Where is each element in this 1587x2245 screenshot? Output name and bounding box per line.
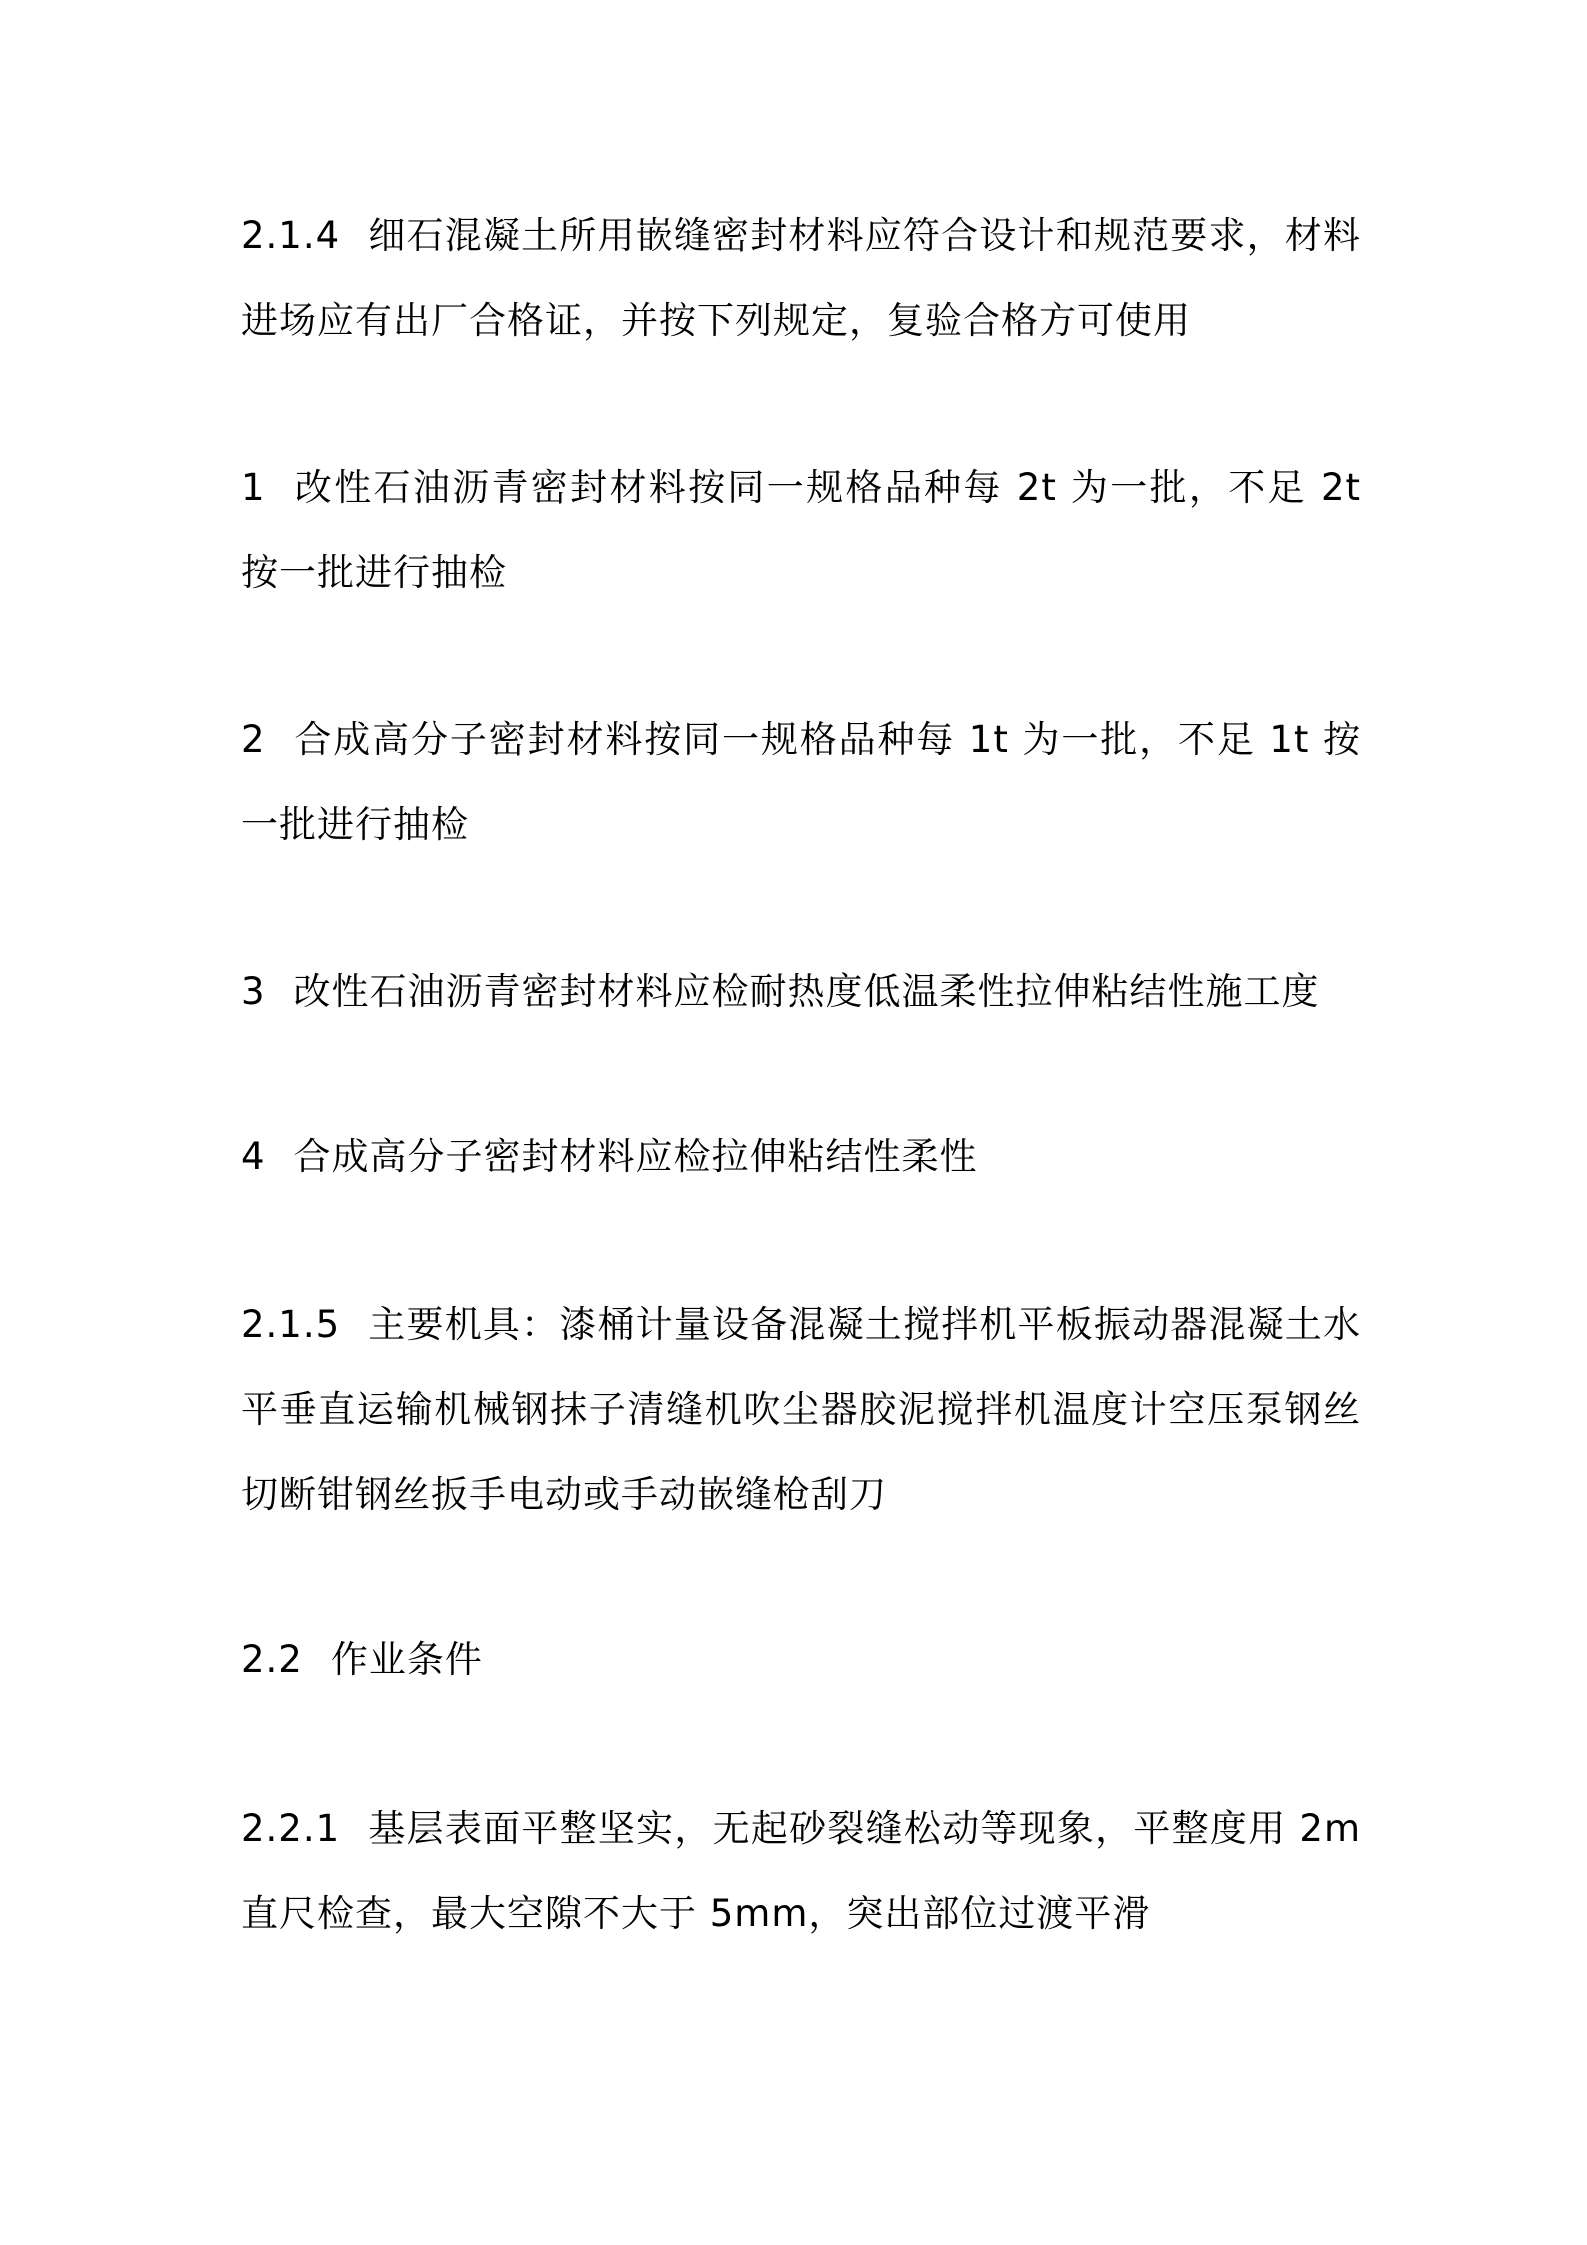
paragraph-number: 2 (241, 718, 266, 761)
paragraph-number: 2.2.1 (241, 1807, 341, 1850)
paragraph-text: 改性石油沥青密封材料按同一规格品种每 2t 为一批，不足 2t 按一批进行抽检 (241, 466, 1361, 594)
paragraph-text: 作业条件 (330, 1638, 483, 1681)
paragraph-2-1-4 (241, 193, 1361, 363)
paragraph-number: 4 (241, 1135, 266, 1178)
paragraph-number: 2.2 (241, 1638, 303, 1681)
paragraph-text: 主要机具：漆桶计量设备混凝土搅拌机平板振动器混凝土水平垂直运输机械钢抹子清缝机吹尘器胶泥搅拌机温度计空压泵钢丝切断钳钢丝扳手电动或手动嵌缝枪刮刀 (241, 1303, 1361, 1516)
paragraph-item-4 (241, 1114, 1361, 1199)
paragraph-text: 合成高分子密封材料按同一规格品种每 1t 为一批，不足 1t 按一批进行抽检 (241, 718, 1361, 846)
paragraph-number: 2.1.4 (241, 214, 341, 257)
paragraph-2-2-1 (241, 1786, 1361, 1956)
paragraph-text: 基层表面平整坚实，无起砂裂缝松动等现象，平整度用 2m 直尺检查，最大空隙不大于 5mm，突出部位过渡平滑 (241, 1807, 1361, 1935)
section-heading-2-2 (241, 1617, 1361, 1702)
paragraph-text: 改性石油沥青密封材料应检耐热度低温柔性拉伸粘结性施工度 (293, 970, 1320, 1013)
paragraph-item-2 (241, 697, 1361, 867)
paragraph-text: 合成高分子密封材料应检拉伸粘结性柔性 (293, 1135, 978, 1178)
paragraph-number: 2.1.5 (241, 1303, 341, 1346)
paragraph-number: 3 (241, 970, 266, 1013)
paragraph-number: 1 (241, 466, 266, 509)
paragraph-item-3 (241, 949, 1361, 1034)
paragraph-2-1-5 (241, 1282, 1361, 1537)
paragraph-item-1 (241, 445, 1361, 615)
paragraph-text: 细石混凝土所用嵌缝密封材料应符合设计和规范要求，材料进场应有出厂合格证，并按下列规定，复验合格方可使用 (241, 214, 1361, 342)
